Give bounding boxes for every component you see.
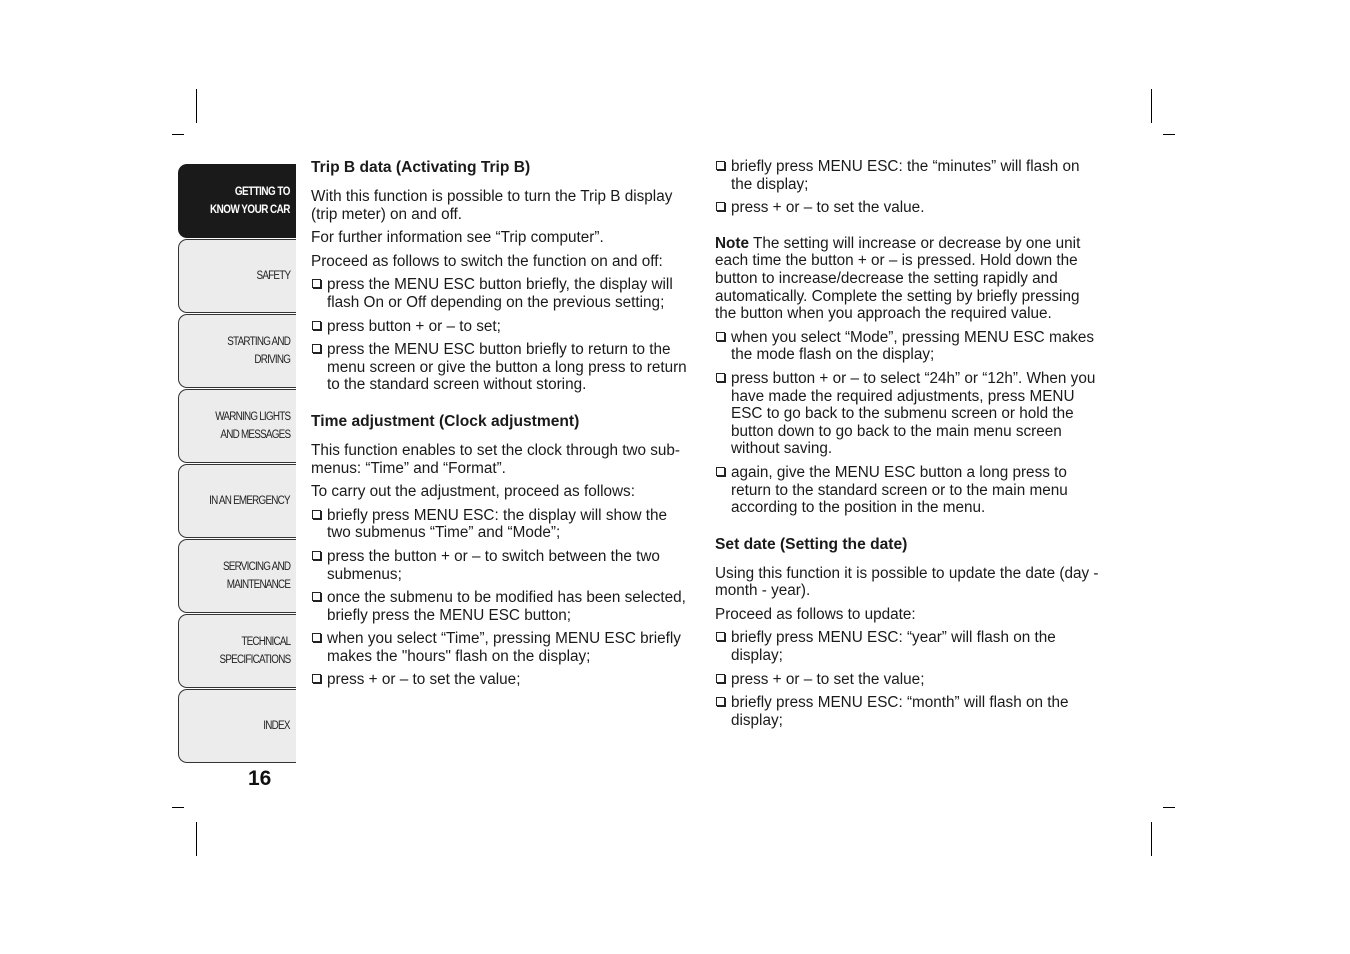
paragraph: To carry out the adjustment, proceed as follows: <box>311 483 635 501</box>
paragraph: Proceed as follows to update: <box>715 605 916 623</box>
crop-mark <box>1151 89 1152 123</box>
list-item: press + or – to set the value; <box>715 671 1101 689</box>
tab-label: INDEX <box>263 720 290 732</box>
crop-mark <box>196 89 197 123</box>
tab-label: GETTING TO KNOW YOUR CAR <box>210 186 290 216</box>
list-item: press the MENU ESC button briefly to return to the menu screen or give the button a long press to return to the standard screen without storing. <box>311 341 693 394</box>
crop-mark <box>196 822 197 856</box>
tab-technical-specifications[interactable] <box>178 614 296 688</box>
section-heading-time-adjustment: Time adjustment (Clock adjustment) <box>311 412 580 430</box>
note-label: Note <box>715 234 749 252</box>
bullet-list <box>715 629 1101 729</box>
paragraph: Proceed as follows to switch the function on and off: <box>311 252 663 270</box>
crop-mark <box>172 807 184 808</box>
list-item: when you select “Time”, pressing MENU ESC briefly makes the "hours" flash on the display; <box>311 630 693 665</box>
tab-label: STARTING AND DRIVING <box>227 336 290 366</box>
crop-mark <box>172 134 184 135</box>
note-text: The setting will increase or decrease by one unit each time the button + or – is pressed. Hold down the button to increase/decrease the setting rapidly and automatically. Complete the setting by briefly pressing the button when you approach the required value. <box>715 234 1081 323</box>
left-column <box>311 158 693 695</box>
tab-label: SERVICING AND MAINTENANCE <box>222 561 290 591</box>
tab-safety[interactable] <box>178 239 296 313</box>
section-heading-set-date: Set date (Setting the date) <box>715 535 908 553</box>
list-item: briefly press MENU ESC: the “minutes” will flash on the display; <box>715 158 1101 193</box>
tab-in-an-emergency[interactable] <box>178 464 296 538</box>
tab-servicing-and-maintenance[interactable] <box>178 539 296 613</box>
crop-mark <box>1163 807 1175 808</box>
list-item: press the button + or – to switch between the two submenus; <box>311 548 693 583</box>
tab-warning-lights-and-messages[interactable] <box>178 389 296 463</box>
page-number: 16 <box>248 767 272 790</box>
bullet-list <box>715 329 1101 517</box>
note-paragraph <box>715 235 1101 323</box>
tab-getting-to-know-your-car[interactable] <box>178 164 296 238</box>
list-item: again, give the MENU ESC button a long press to return to the standard screen or to the main menu according to the position in the menu. <box>715 464 1101 517</box>
paragraph: With this function is possible to turn the Trip B display (trip meter) on and off. <box>311 188 673 223</box>
list-item: press the MENU ESC button briefly, the display will flash On or Off depending on the previous setting; <box>311 276 693 311</box>
list-item: press button + or – to select “24h” or “12h”. When you have made the required adjustments, press MENU ESC to go back to the submenu screen or hold the button down to go back to the main menu screen without saving. <box>715 370 1101 458</box>
tab-label: IN AN EMERGENCY <box>209 495 290 507</box>
list-item: briefly press MENU ESC: “year” will flash on the display; <box>715 629 1101 664</box>
list-item: when you select “Mode”, pressing MENU ESC makes the mode flash on the display; <box>715 329 1101 364</box>
list-item: press button + or – to set; <box>311 318 693 336</box>
list-item: briefly press MENU ESC: the display will show the two submenus “Time” and “Mode”; <box>311 507 693 542</box>
paragraph: For further information see “Trip computer”. <box>311 229 604 247</box>
tab-label: SAFETY <box>256 270 290 282</box>
list-item: once the submenu to be modified has been selected, briefly press the MENU ESC button; <box>311 589 693 624</box>
crop-mark <box>1163 134 1175 135</box>
bullet-list <box>311 276 693 394</box>
crop-mark <box>1151 822 1152 856</box>
list-item: press + or – to set the value; <box>311 671 693 689</box>
tab-index[interactable] <box>178 689 296 763</box>
list-item: press + or – to set the value. <box>715 199 1101 217</box>
bullet-list <box>715 158 1101 217</box>
paragraph: This function enables to set the clock through two sub-menus: “Time” and “Format”. <box>311 441 681 477</box>
list-item: briefly press MENU ESC: “month” will flash on the display; <box>715 694 1101 729</box>
tab-label: TECHNICAL SPECIFICATIONS <box>219 636 290 666</box>
tab-label: WARNING LIGHTS AND MESSAGES <box>214 411 290 441</box>
tab-starting-and-driving[interactable] <box>178 314 296 388</box>
section-heading-trip-b: Trip B data (Activating Trip B) <box>311 159 531 176</box>
right-column <box>715 158 1101 735</box>
paragraph: Using this function it is possible to update the date (day - month - year). <box>715 564 1099 600</box>
bullet-list <box>311 507 693 689</box>
